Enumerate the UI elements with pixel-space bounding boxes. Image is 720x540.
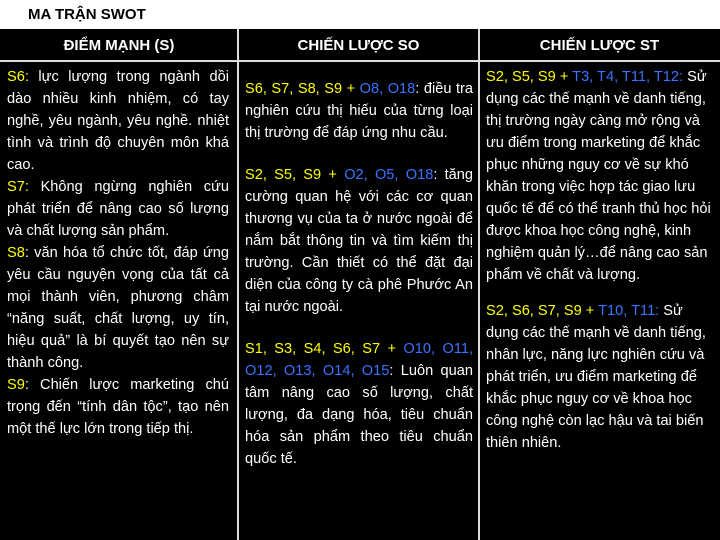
strength-codes: S2, S6, S7, S9 bbox=[486, 303, 586, 319]
plus-sign: + bbox=[585, 303, 599, 319]
so-strategy-item bbox=[245, 338, 473, 470]
opportunity-codes: O2, O5, O18 bbox=[344, 167, 434, 183]
strengths-column bbox=[7, 66, 229, 440]
strategy-text: : Luôn quan tâm nâng cao số lượng, chất lượng, đa dạng hóa, tiêu chuẩn hóa sản phẩm theo tiêu chuẩn quốc tế. bbox=[245, 363, 473, 467]
strength-codes: S2, S5, S9 bbox=[486, 69, 560, 85]
plus-sign: + bbox=[328, 167, 345, 183]
strength-item bbox=[7, 242, 229, 374]
so-strategy-column bbox=[245, 78, 473, 490]
strength-code: S8 bbox=[7, 245, 25, 261]
column-divider bbox=[237, 29, 239, 540]
strategy-text: Sử dụng các thế mạnh về danh tiếng, thị trường ngày càng mở rộng và ưu điểm trong marketing để khắc phục những nguy cơ về sự khó khăn trong việc hợp tác giao lưu quốc tế để có thể tranh thủ học hỏi được khoa học công nghệ, kinh nghiệm quản lý…để nâng cao sản phẩm về chất và lượng. bbox=[486, 69, 711, 283]
header-so-strategy: CHIẾN LƯỢC SO bbox=[238, 29, 479, 62]
strength-codes: S1, S3, S4, S6, S7 bbox=[245, 341, 388, 357]
opportunity-codes: O8, O18 bbox=[359, 81, 416, 97]
strength-code: S6: bbox=[7, 69, 29, 85]
strength-item bbox=[7, 176, 229, 242]
opportunity-codes: O10, O11, O12, O13, O14, O15 bbox=[245, 341, 474, 379]
strength-codes: S2, S5, S9 bbox=[245, 167, 329, 183]
header-st-strategy: CHIẾN LƯỢC ST bbox=[479, 29, 720, 62]
strength-codes: S6, S7, S8, S9 bbox=[245, 81, 347, 97]
header-strengths: ĐIỂM MẠNH (S) bbox=[0, 29, 238, 62]
page-title: MA TRẬN SWOT bbox=[0, 0, 720, 29]
plus-sign: + bbox=[387, 341, 404, 357]
threat-codes: T10, T11: bbox=[598, 303, 660, 319]
strength-text: lực lượng trong ngành dồi dào nhiều kinh nhiệm, có tay nghề, yêu ngành, yêu nghề. nhiệt tình và trình độ chuyên môn khá cao. bbox=[7, 69, 229, 173]
strength-text: : Chiến lược marketing chú trọng đến “tính dân tộc”, tạo nên một thế lực lớn trong tiếp thị. bbox=[7, 377, 229, 437]
st-strategy-column bbox=[486, 66, 714, 468]
st-strategy-item bbox=[486, 66, 714, 286]
so-strategy-item bbox=[245, 78, 473, 144]
strength-text: : văn hóa tổ chức tốt, đáp ứng yêu cầu nguyện vọng của tất cả mọi thành viên, phương châm “năng suất, chất lượng, uy tín, hiệu quả” là bí quyết tạo nên sự thành công. bbox=[7, 245, 229, 371]
plus-sign: + bbox=[559, 69, 573, 85]
threat-codes: T3, T4, T11, T12: bbox=[572, 69, 684, 85]
strategy-text: : tăng cường quan hệ với các cơ quan thương vụ của ta ở nước ngoài để nắm bắt thông tin và tìm kiếm thị trường. Cần thiết có thể đặt đại diện của công ty cà phê Phước An tại nước ngoài. bbox=[245, 167, 474, 315]
strategy-text: : điều tra nghiên cứu thị hiếu của từng loại thị trường để đáp ứng nhu cầu. bbox=[245, 81, 473, 141]
strength-text: Không ngừng nghiên cứu phát triển để nâng cao số lượng và chất lượng sản phẩm. bbox=[7, 179, 229, 239]
strength-code: S7: bbox=[7, 179, 29, 195]
st-strategy-item bbox=[486, 300, 714, 454]
plus-sign: + bbox=[346, 81, 360, 97]
column-divider bbox=[478, 29, 480, 540]
strength-item bbox=[7, 374, 229, 440]
strength-item bbox=[7, 66, 229, 176]
so-strategy-item bbox=[245, 164, 473, 318]
strategy-text: Sử dụng các thế mạnh về danh tiếng, nhân lực, năng lực nghiên cứu và phát triển, ưu điểm marketing để khắc phục nguy cơ về khoa học công nghệ còn lạc hậu và tai biến thiên nhiên. bbox=[486, 303, 706, 451]
strength-code: S9 bbox=[7, 377, 25, 393]
